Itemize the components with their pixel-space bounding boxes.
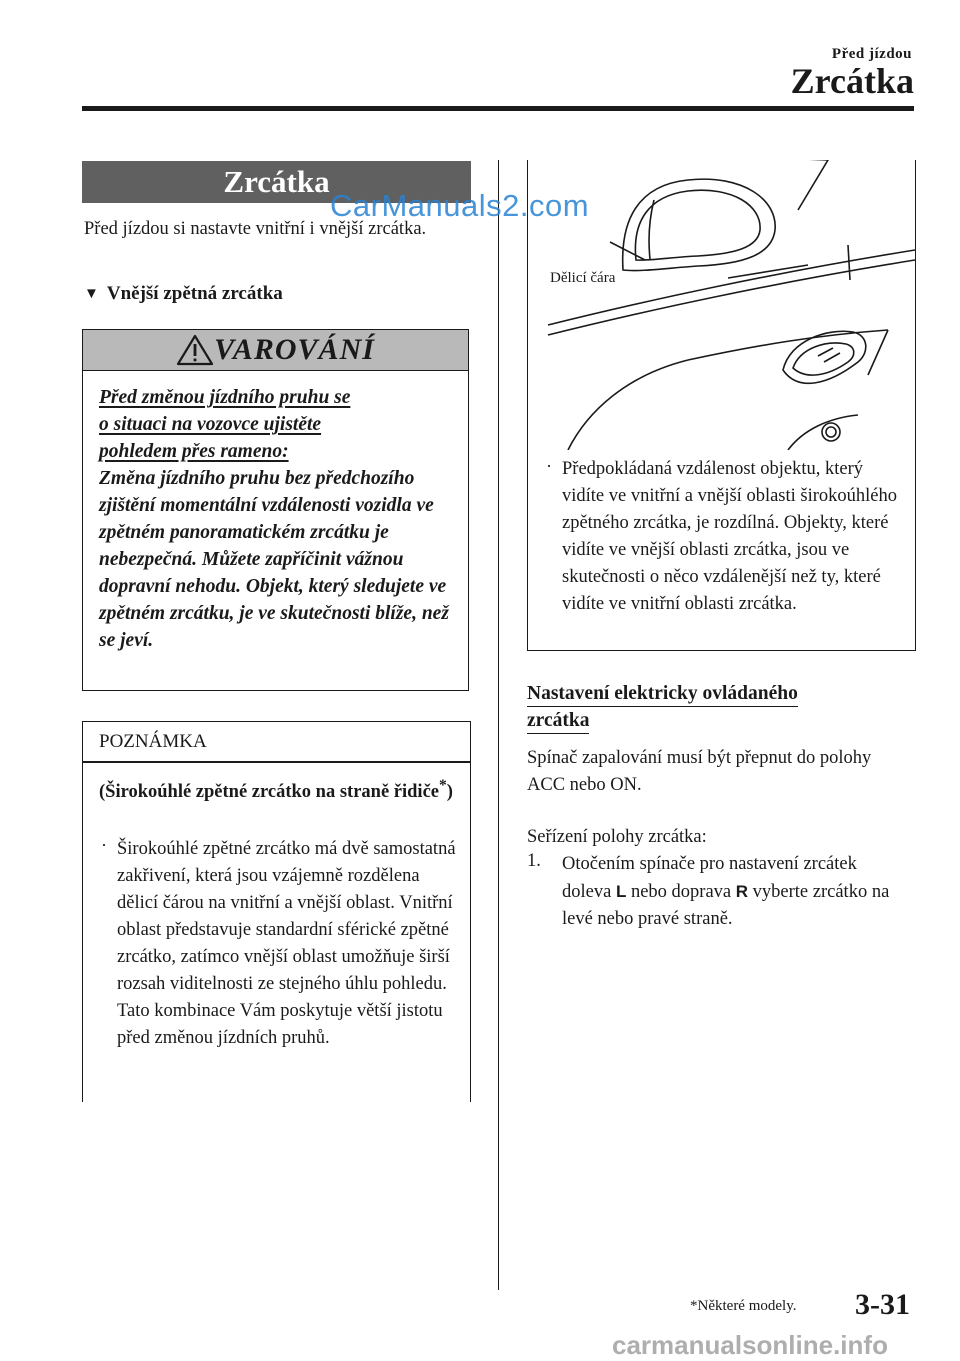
triangle-bullet-icon: ▼ bbox=[84, 286, 99, 302]
note-bullet-text: Širokoúhlé zpětné zrcátko má dvě samostatná zakřivení, která jsou vzájemně rozdělena dělicí čárou na vnitřní a vnější oblast. Vnitřní oblast představuje standardní sférické zpětné zrcátko, zatímco vnější oblast umožňuje širší rozsah viditelnosti ze stejného úhlu pohledu. Tato kombinace Vám poskytuje větší jistotu před změnou jízdních pruhů. bbox=[117, 839, 456, 1048]
section-heading-line: Nastavení elektricky ovládaného bbox=[527, 683, 798, 707]
note-separator bbox=[83, 761, 470, 763]
warning-body: Změna jízdního pruhu bez předchozího zjištění momentální vzdálenosti vozidla ve zpětném panoramatickém zrcátku je nebezpečná. Můžete zapříčinit vážnou dopravní nehodu. Objekt, který sledujete ve zpětném zrcátku, je ve skutečnosti blíže, než se jeví. bbox=[99, 468, 449, 651]
subheading-text: Vnější zpětná zrcátka bbox=[106, 283, 283, 304]
watermark-top: CarManuals2.com bbox=[330, 188, 590, 223]
step-text: Otočením spínače pro nastavení zrcátek doleva L nebo doprava R vyberte zrcátko na levé nebo pravé straně. bbox=[562, 854, 890, 929]
paragraph-adjust: Seřízení polohy zrcátka: bbox=[527, 827, 707, 847]
figure-callout-label: Dělicí čára bbox=[550, 270, 616, 286]
note-box bbox=[82, 721, 471, 1102]
paragraph-ignition: Spínač zapalování musí být přepnut do polohy ACC nebo ON. bbox=[527, 748, 872, 795]
section-heading bbox=[527, 680, 847, 734]
warning-box bbox=[82, 329, 469, 691]
section-heading-line: zrcátka bbox=[527, 710, 589, 734]
running-header-section: Před jízdou bbox=[831, 46, 912, 62]
bullet-dot: · bbox=[546, 456, 552, 476]
watermark-bottom: carmanualsonline.info bbox=[612, 1330, 888, 1360]
figure-bullet-text: Předpokládaná vzdálenost objektu, který vidíte ve vnitřní a vnější oblasti širokoúhlého zpětného zrcátka, je rozdílná. Objekty, které vidíte ve vnější oblasti zrcátka, jsou ve skutečnosti o něco vzdálenější než ty, které vidíte ve vnitřní oblasti zrcátka. bbox=[562, 459, 898, 614]
key-right-icon: R bbox=[735, 882, 749, 901]
warning-underlined-line: Před změnou jízdního pruhu se bbox=[99, 387, 351, 408]
warning-underlined-line: o situaci na vozovce ujistěte bbox=[99, 414, 322, 435]
note-title: POZNÁMKA bbox=[99, 731, 207, 752]
key-left-icon: L bbox=[615, 882, 627, 901]
header-rule bbox=[82, 106, 914, 111]
warning-text bbox=[99, 384, 459, 654]
bullet-dot: · bbox=[101, 835, 107, 855]
column-divider bbox=[498, 160, 499, 1290]
page-number: 3-31 bbox=[855, 1288, 910, 1321]
warning-title: VAROVÁNÍ bbox=[214, 333, 375, 366]
warning-header bbox=[83, 330, 468, 371]
running-header-title: Zrcátka bbox=[790, 61, 914, 101]
note-subtitle: (Širokoúhlé zpětné zrcátko na straně řidiče*) bbox=[99, 777, 453, 803]
subheading bbox=[84, 283, 283, 305]
footnote-mark: * bbox=[439, 777, 447, 794]
warning-underlined-line: pohledem přes rameno: bbox=[99, 441, 289, 462]
footnote: *Některé modely. bbox=[690, 1298, 797, 1314]
section-banner: Zrcátka bbox=[82, 161, 471, 203]
step-number: 1. bbox=[527, 851, 541, 871]
figure-box bbox=[527, 160, 916, 651]
intro-text: Před jízdou si nastavte vnitřní i vnější zrcátka. bbox=[84, 219, 427, 239]
warning-triangle-icon bbox=[176, 334, 214, 366]
